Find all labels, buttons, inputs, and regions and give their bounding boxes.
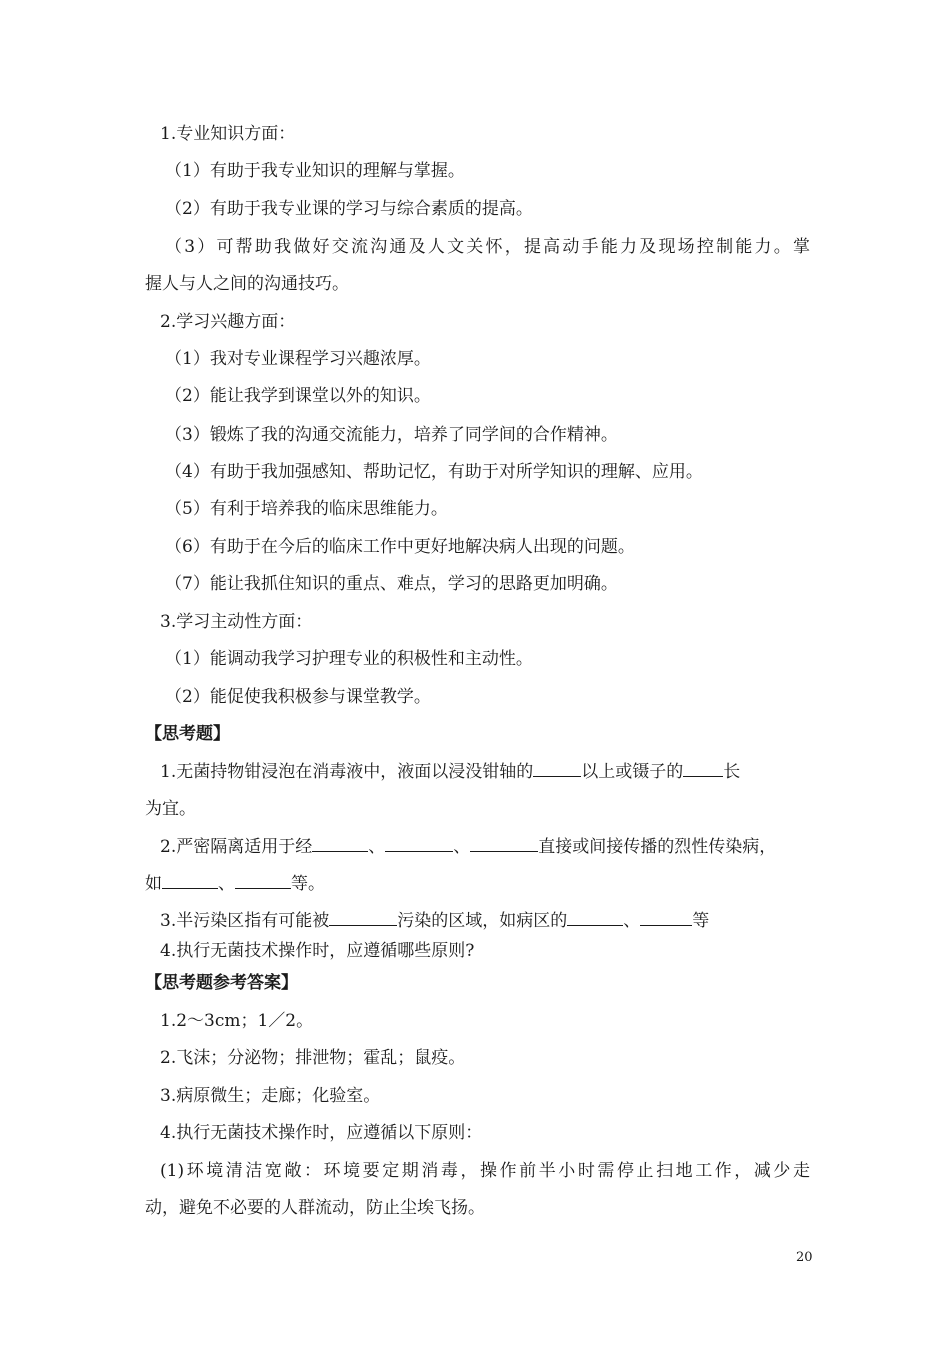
section3-heading: 3.学习主动性方面： (160, 612, 313, 632)
answer-4-principle-1: (1)环境清洁宽敞：环境要定期消毒，操作前半小时需停止扫地工作，减少走 (160, 1161, 810, 1181)
section1-heading: 1.专业知识方面： (160, 124, 296, 144)
answer-blank[interactable] (329, 910, 397, 926)
section1-item-1: （1）有助于我专业知识的理解与掌握。 (165, 161, 465, 181)
section2-item-6: （6）有助于在今后的临床工作中更好地解决病人出现的问题。 (165, 537, 635, 557)
questions-title: 【思考题】 (145, 724, 230, 744)
answer-blank[interactable] (683, 761, 723, 777)
separator: 、 (623, 911, 641, 931)
question-1-text-a: 1.无菌持物钳浸泡在消毒液中，液面以浸没钳轴的 (160, 762, 534, 782)
section1-item-3: （3）可帮助我做好交流沟通及人文关怀，提高动手能力及现场控制能力。掌 (165, 237, 810, 257)
section1-item-3-cont: 握人与人之间的沟通技巧。 (145, 274, 349, 294)
page-number: 20 (796, 1250, 813, 1265)
section2-item-4: （4）有助于我加强感知、帮助记忆，有助于对所学知识的理解、应用。 (165, 462, 703, 482)
answer-blank[interactable] (312, 836, 368, 852)
section2-heading: 2.学习兴趣方面： (160, 312, 296, 332)
section2-item-2: （2）能让我学到课堂以外的知识。 (165, 386, 431, 406)
question-2-text-d: 等。 (291, 874, 325, 894)
question-4: 4.执行无菌技术操作时，应遵循哪些原则? (160, 941, 475, 961)
answer-2: 2.飞沫；分泌物；排泄物；霍乱；鼠疫。 (160, 1048, 466, 1068)
answer-blank[interactable] (567, 910, 623, 926)
section2-item-3: （3）锻炼了我的沟通交流能力，培养了同学间的合作精神。 (165, 425, 618, 445)
section2-item-1: （1）我对专业课程学习兴趣浓厚。 (165, 349, 431, 369)
section2-item-7: （7）能让我抓住知识的重点、难点，学习的思路更加明确。 (165, 574, 618, 594)
separator: 、 (218, 874, 235, 894)
answer-blank[interactable] (470, 836, 538, 852)
question-1 (160, 761, 825, 783)
question-3 (160, 910, 825, 932)
section3-item-1: （1）能调动我学习护理专业的积极性和主动性。 (165, 649, 533, 669)
question-1-text-c: 长 (723, 762, 741, 782)
answer-4: 4.执行无菌技术操作时，应遵循以下原则： (160, 1123, 483, 1143)
answer-3: 3.病原微生；走廊；化验室。 (160, 1086, 381, 1106)
answer-blank[interactable] (235, 873, 291, 889)
answer-blank[interactable] (162, 873, 218, 889)
section1-item-2: （2）有助于我专业课的学习与综合素质的提高。 (165, 199, 533, 219)
answer-4-principle-1-cont: 动，避免不必要的人群流动，防止尘埃飞扬。 (145, 1198, 485, 1218)
separator: 、 (368, 837, 386, 857)
question-3-text-b: 污染的区域，如病区的 (397, 911, 568, 931)
question-2-text-a: 2.严密隔离适用于经 (160, 837, 313, 857)
section3-item-2: （2）能促使我积极参与课堂教学。 (165, 687, 431, 707)
answer-blank[interactable] (385, 836, 453, 852)
question-3-text-a: 3.半污染区指有可能被 (160, 911, 330, 931)
separator: 、 (453, 837, 471, 857)
question-3-text-c: 等 (692, 911, 710, 931)
answer-blank[interactable] (533, 761, 581, 777)
answer-1: 1.2～3cm；1／2。 (160, 1011, 314, 1031)
question-2-text-c: 如 (145, 874, 162, 894)
question-2-cont (145, 873, 810, 895)
answer-blank[interactable] (640, 910, 692, 926)
answers-title: 【思考题参考答案】 (145, 973, 298, 993)
question-1-text-b: 以上或镊子的 (581, 762, 684, 782)
question-2 (160, 836, 825, 858)
section2-item-5: （5）有利于培养我的临床思维能力。 (165, 499, 448, 519)
question-1-cont: 为宜。 (145, 799, 196, 819)
question-2-text-b: 直接或间接传播的烈性传染病， (538, 837, 777, 857)
